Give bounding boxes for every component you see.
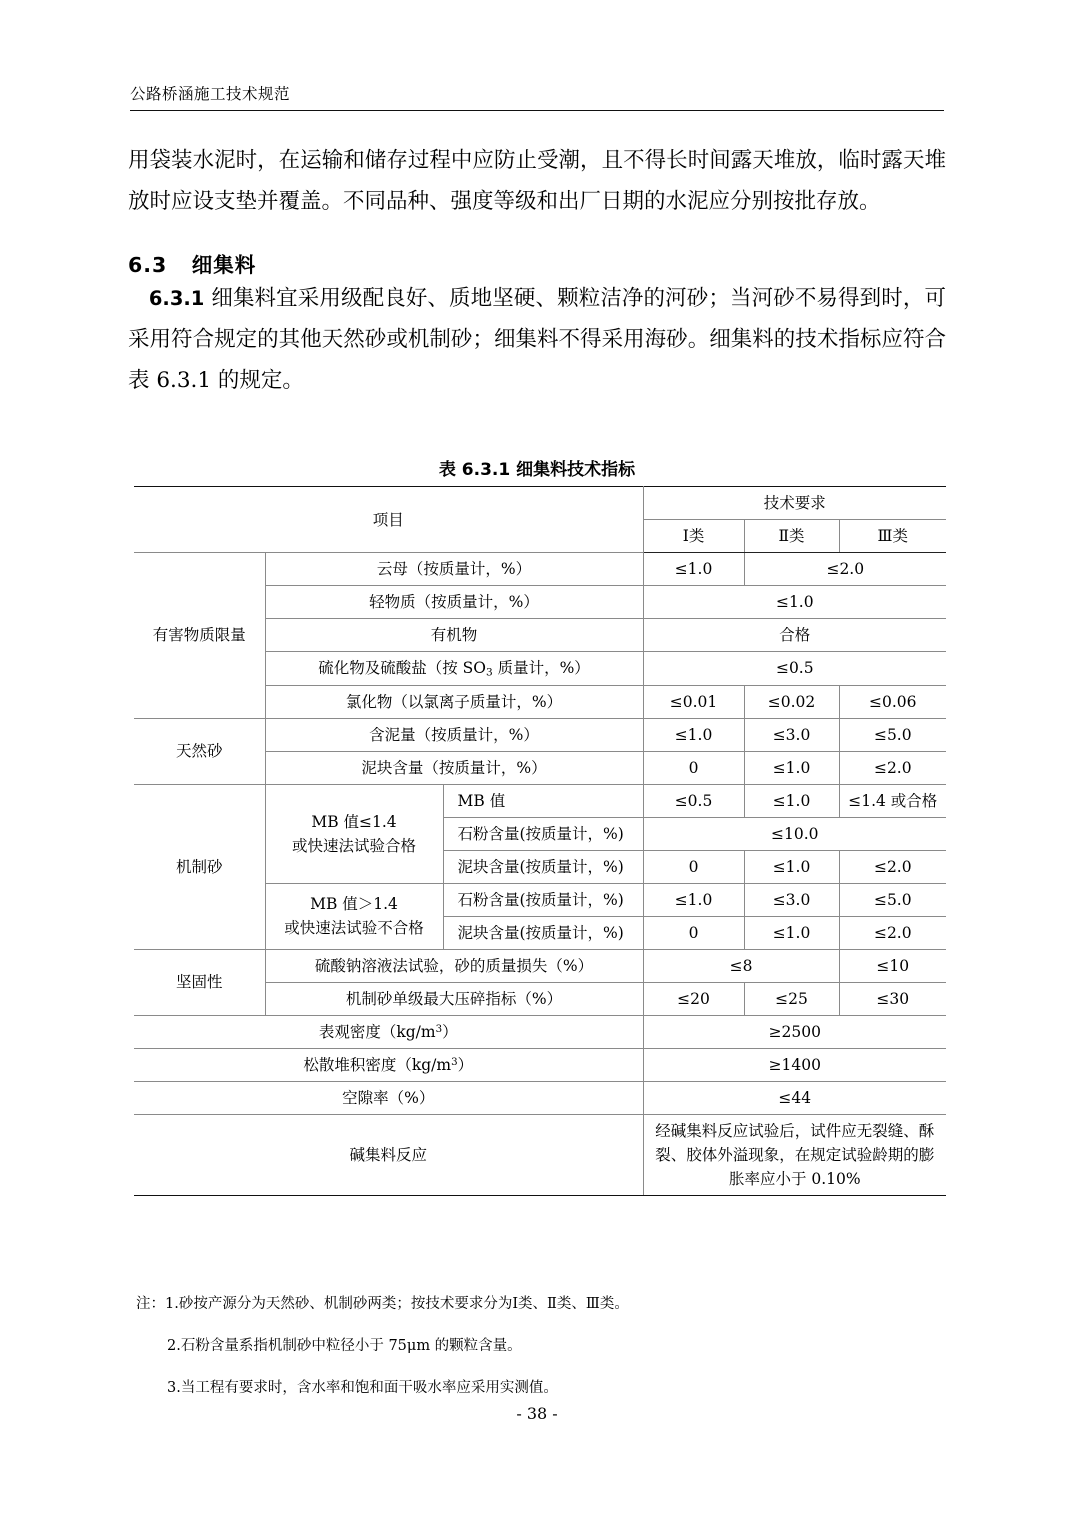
bulk-density-label-b: ） (457, 1055, 474, 1074)
apparent-density-label-a: 表观密度（kg/m (318, 1022, 436, 1041)
row-label-chloride: 氯化物（以氯离子质量计，%） (265, 685, 643, 718)
cell-void-ratio-all: ≤44 (643, 1081, 946, 1114)
bulk-density-superscript: 3 (451, 1056, 458, 1068)
cell-stone-powder-le-all: ≤10.0 (643, 817, 946, 850)
row-label-mud-lump-le: 泥块含量(按质量计，%) (443, 850, 643, 883)
group-natural-sand: 天然砂 (134, 718, 265, 784)
header-class-1: Ⅰ类 (643, 520, 744, 553)
cell-mb-value-class2: ≤1.0 (744, 784, 839, 817)
cell-chloride-class2: ≤0.02 (744, 685, 839, 718)
header-item: 项目 (134, 487, 643, 553)
cell-bulk-density-all: ≥1400 (643, 1048, 946, 1081)
cell-chloride-class3: ≤0.06 (839, 685, 946, 718)
group-manufactured-sand: 机制砂 (134, 784, 265, 949)
note-2: 2.石粉含量系指机制砂中粒径小于 75μm 的颗粒含量。 (167, 1337, 522, 1354)
sulfide-label-a: 硫化物及硫酸盐（按 SO (318, 659, 486, 678)
cell-crush-index-class1: ≤20 (643, 982, 744, 1015)
table-row (134, 1048, 946, 1081)
bulk-density-label-a: 松散堆积密度（kg/m (303, 1055, 452, 1074)
cell-mud-lump-class2: ≤1.0 (744, 751, 839, 784)
cell-mud-lump-le-class3: ≤2.0 (839, 850, 946, 883)
paragraph-clause-631 (128, 278, 946, 401)
row-label-mb-value: MB 值 (443, 784, 643, 817)
cell-mud-lump-gt-class2: ≤1.0 (744, 916, 839, 949)
row-label-bulk-density (134, 1048, 643, 1081)
cell-mud-lump-le-class2: ≤1.0 (744, 850, 839, 883)
clause-number: 6.3.1 (148, 287, 205, 310)
cell-mb-value-class3: ≤1.4 或合格 (839, 784, 946, 817)
row-label-crush-index: 机制砂单级最大压碎指标（%） (265, 982, 643, 1015)
table-header-row-1 (134, 487, 946, 520)
row-label-alkali-reaction: 碱集料反应 (134, 1114, 643, 1195)
cell-mud-lump-gt-class1: 0 (643, 916, 744, 949)
cell-crush-index-class3: ≤30 (839, 982, 946, 1015)
cell-organic-all: 合格 (643, 619, 946, 652)
cell-mud-content-class2: ≤3.0 (744, 718, 839, 751)
table-row (134, 1081, 946, 1114)
table-row (134, 1015, 946, 1048)
apparent-density-superscript: 3 (435, 1023, 443, 1035)
row-label-mud-lump: 泥块含量（按质量计，%） (265, 751, 643, 784)
cell-alkali-reaction-all (643, 1114, 946, 1195)
sulfide-subscript: 3 (485, 666, 493, 679)
cell-apparent-density-all: ≥2500 (643, 1015, 946, 1048)
cell-mud-lump-gt-class3: ≤2.0 (839, 916, 946, 949)
row-label-stone-powder-gt: 石粉含量(按质量计，%) (443, 883, 643, 916)
section-title: 细集料 (191, 253, 257, 277)
row-label-mica: 云母（按质量计，%） (265, 553, 643, 586)
mb-gt-line1: MB 值＞1.4 (310, 895, 398, 914)
row-label-sulfate-loss: 硫酸钠溶液法试验，砂的质量损失（%） (265, 949, 643, 982)
clause-text: 细集料宜采用级配良好、质地坚硬、颗粒洁净的河砂；当河砂不易得到时，可采用符合规定的其他天然砂或机制砂；细集料不得采用海砂。细集料的技术指标应符合表 6.3.1 的规定。 (128, 286, 946, 393)
note-1: 注：1.砂按产源分为天然砂、机制砂两类；按技术要求分为Ⅰ类、Ⅱ类、Ⅲ类。 (136, 1296, 629, 1312)
cell-mud-content-class1: ≤1.0 (643, 718, 744, 751)
cell-mud-lump-class3: ≤2.0 (839, 751, 946, 784)
mb-le-line1: MB 值≤1.4 (311, 812, 397, 831)
fine-aggregate-spec-table (134, 486, 946, 1196)
cell-stone-powder-gt-class2: ≤3.0 (744, 883, 839, 916)
row-label-stone-powder-le: 石粉含量(按质量计，%) (443, 817, 643, 850)
cell-mica-class23: ≤2.0 (744, 553, 946, 586)
row-label-organic: 有机物 (265, 619, 643, 652)
group-soundness: 坚固性 (134, 949, 265, 1015)
cell-light-substance-all: ≤1.0 (643, 586, 946, 619)
section-number: 6.3 (128, 253, 168, 277)
body-content (128, 140, 946, 401)
mb-gt-line2: 或快速法试验不合格 (284, 919, 424, 938)
page-number: - 38 - (516, 1404, 558, 1423)
table-row (134, 718, 946, 751)
mb-le-line2: 或快速法试验合格 (291, 836, 416, 855)
cell-mud-lump-class1: 0 (643, 751, 744, 784)
paragraph-cement-storage: 用袋装水泥时，在运输和储存过程中应防止受潮，且不得长时间露天堆放，临时露天堆放时应设支垫并覆盖。不同品种、强度等级和出厂日期的水泥应分别按批存放。 (128, 148, 946, 214)
subgroup-mb-gt-14 (265, 883, 443, 949)
row-label-void-ratio: 空隙率（%） (134, 1081, 643, 1114)
row-label-light-substance: 轻物质（按质量计，%） (265, 586, 643, 619)
row-label-sulfide (265, 652, 643, 686)
cell-sulfide-all: ≤0.5 (643, 652, 946, 686)
header-class-2: Ⅱ类 (744, 520, 839, 553)
note-3: 3.当工程有要求时，含水率和饱和面干吸水率应采用实测值。 (167, 1379, 558, 1396)
cell-chloride-class1: ≤0.01 (643, 685, 744, 718)
alkali-line-3: 胀率应小于 0.10% (728, 1169, 861, 1188)
table-row (134, 1114, 946, 1195)
group-harmful-substances: 有害物质限量 (134, 553, 265, 719)
apparent-density-label-b: ） (442, 1022, 458, 1041)
table-row (134, 553, 946, 586)
alkali-line-2: 裂、胶体外溢现象，在规定试验龄期的膨 (655, 1145, 935, 1164)
alkali-line-1: 经碱集料反应试验后，试件应无裂缝、酥 (655, 1121, 935, 1140)
row-label-mud-lump-gt: 泥块含量(按质量计，%) (443, 916, 643, 949)
cell-mud-lump-le-class1: 0 (643, 850, 744, 883)
cell-sulfate-loss-class12: ≤8 (643, 949, 839, 982)
sulfide-label-b: 质量计，%） (492, 659, 590, 678)
table-caption: 表 6.3.1 细集料技术指标 (438, 460, 636, 480)
table-row (134, 949, 946, 982)
row-label-mud-content: 含泥量（按质量计，%） (265, 718, 643, 751)
cell-sulfate-loss-class3: ≤10 (839, 949, 946, 982)
cell-mb-value-class1: ≤0.5 (643, 784, 744, 817)
spec-table-wrapper (134, 486, 946, 1196)
cell-stone-powder-gt-class1: ≤1.0 (643, 883, 744, 916)
header-requirement: 技术要求 (643, 487, 946, 520)
cell-mud-content-class3: ≤5.0 (839, 718, 946, 751)
cell-stone-powder-gt-class3: ≤5.0 (839, 883, 946, 916)
row-label-apparent-density (134, 1015, 643, 1048)
section-heading (128, 248, 946, 278)
cell-mica-class1: ≤1.0 (643, 553, 744, 586)
running-title: 公路桥涵施工技术规范 (130, 85, 291, 103)
header-class-3: Ⅲ类 (839, 520, 946, 553)
page-header (130, 82, 944, 111)
table-notes (136, 1294, 936, 1399)
cell-crush-index-class2: ≤25 (744, 982, 839, 1015)
subgroup-mb-le-14 (265, 784, 443, 883)
table-row (134, 784, 946, 817)
header-rule (130, 110, 944, 111)
